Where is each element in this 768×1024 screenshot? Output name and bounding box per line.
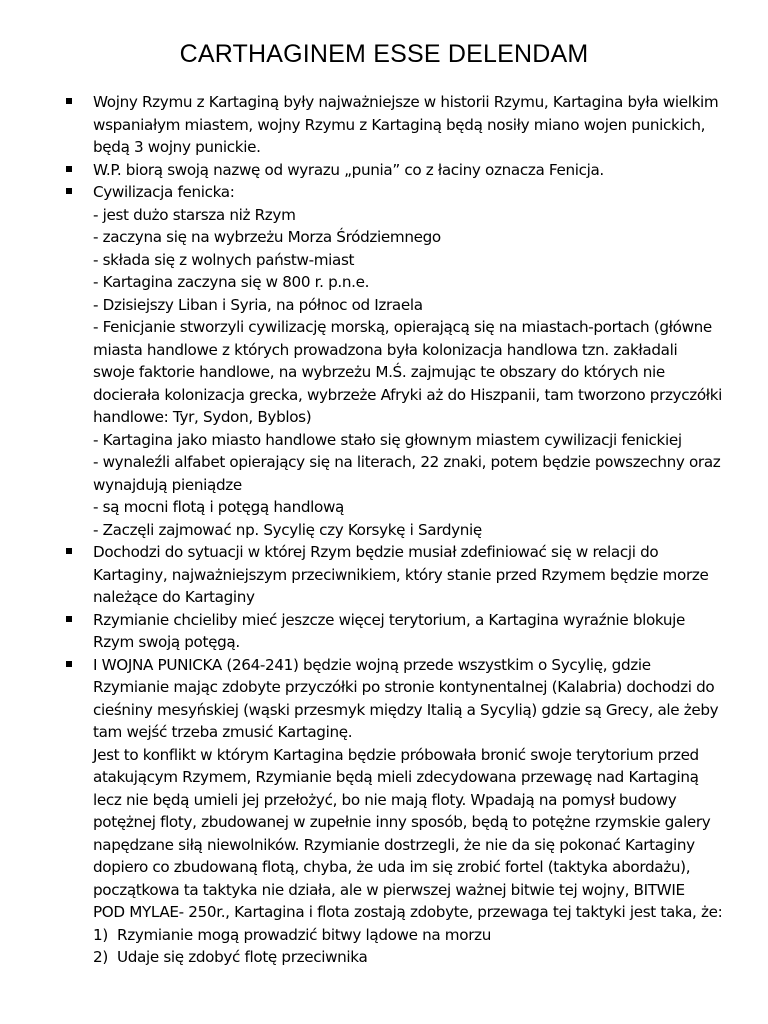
bullet-item [66,541,726,609]
text-line: cieśniny mesyńskiej (wąski przesmyk między Italią a Sycylią) gdzie są Grecy, ale żeby [93,700,719,719]
square-bullet-icon [66,616,72,622]
text-line: wspaniałym miastem, wojny Rzymu z Kartaginą będą nosiły miano wojen punickich, [93,115,706,134]
list-number: 2) [93,948,108,966]
text-line: - zaczyna się na wybrzeżu Morza Śródziemnego [93,228,441,246]
text-line: lecz nie będą umieli jej przełożyć, bo nie mają floty. Wpadają na pomysł budowy [93,790,677,809]
text-line: - jest dużo starsza niż Rzym [93,205,296,224]
text-line: Wojny Rzymu z Kartaginą były najważniejsze w historii Rzymu, Kartagina była wielkim [93,93,719,111]
list-number: 1) [93,925,108,944]
text-line: I WOJNA PUNICKA (264-241) będzie wojną przede wszystkim o Sycylię, gdzie [93,655,651,674]
text-line: wynajdują pieniądze [93,475,242,494]
text-line: handlowe: Tyr, Sydon, Byblos) [93,408,312,426]
text-line: - Zaczęli zajmować np. Sycylię czy Korsykę i Sardynię [93,520,482,539]
square-bullet-icon [66,98,72,104]
numbered-item-text: Udaje się zdobyć flotę przeciwnika [117,948,368,966]
text-line: miasta handlowe z których prowadzona była kolonizacja handlowa tzn. zakładali [93,340,678,359]
bullet-item [66,159,726,182]
text-line: Kartaginy, najważniejszym przeciwnikiem, który stanie przed Rzymem będzie morze [93,565,709,584]
text-line: Jest to konflikt w którym Kartagina będzie próbowała bronić swoje terytorium przed [93,745,699,764]
text-line: Rzymianie mając zdobyte przyczółki po stronie kontynentalnej (Kalabria) dochodzi do [93,678,715,696]
text-line: napędzane siłą niewolników. Rzymianie dostrzegli, że nie da się pokonać Kartaginy [93,835,695,854]
text-line: początkowa ta taktyka nie działa, ale w pierwszej ważnej bitwie tej wojny, BITWIE [93,880,685,899]
bullet-item [66,609,726,654]
text-line: Dochodzi do sytuacji w której Rzym będzie musiał zdefiniować się w relacji do [93,543,659,561]
text-line: tam wejść trzeba zmusić Kartaginę. [93,723,353,741]
text-line: - są mocni flotą i potęgą handlową [93,498,345,516]
square-bullet-icon [66,166,72,172]
text-line: - składa się z wolnych państw-miast [93,250,355,269]
text-line: - Kartagina zaczyna się w 800 r. p.n.e. [93,273,370,291]
bullet-item [66,181,726,541]
text-line: W.P. biorą swoją nazwę od wyrazu „punia” co z łaciny oznacza Fenicja. [93,160,604,179]
text-line: - wynaleźli alfabet opierający się na literach, 22 znaki, potem będzie powszechny oraz [93,453,721,471]
page-title: CARTHAGINEM ESSE DELENDAM [179,40,589,68]
numbered-item [93,946,726,969]
text-line: - Kartagina jako miasto handlowe stało się głownym miastem cywilizacji fenickiej [93,430,682,449]
text-line: POD MYLAE- 250r., Kartagina i flota zostają zdobyte, przewaga tej taktyki jest taka, że: [93,903,723,921]
text-line: docierała kolonizacja grecka, wybrzeże Afryki aż do Hiszpanii, tam tworzono przyczółki [93,385,723,404]
text-line: - Dzisiejszy Liban i Syria, na północ od Izraela [93,295,423,314]
text-line: potężnej floty, zbudowanej w zupełnie inny sposób, będą to potężne rzymskie galery [93,813,711,831]
square-bullet-icon [66,661,72,667]
square-bullet-icon [66,188,72,194]
numbered-item-text: Rzymianie mogą prowadzić bitwy lądowe na morzu [117,925,491,944]
text-line: Rzym swoją potęgą. [93,633,240,651]
text-line: Cywilizacja fenicka: [93,183,235,201]
bullet-item [66,91,726,159]
text-line: należące do Kartaginy [93,588,255,606]
text-line: Rzymianie chcieliby mieć jeszcze więcej terytorium, a Kartagina wyraźnie blokuje [93,610,686,629]
text-line: swoje faktorie handlowe, na wybrzeżu M.Ś. zajmując te obszary do których nie [93,363,665,381]
square-bullet-icon [66,548,72,554]
text-line: dopiero co zbudowaną flotą, chyba, że uda im się zrobić fortel (taktyka abordażu), [93,858,691,876]
document-body [66,91,726,969]
numbered-item [93,924,726,947]
text-line: - Fenicjanie stworzyli cywilizację morską, opierającą się na miastach-portach (główne [93,318,712,336]
bullet-item [66,654,726,969]
text-line: atakującym Rzymem, Rzymianie będą mieli zdecydowana przewagę nad Kartaginą [93,768,699,786]
text-line: będą 3 wojny punickie. [93,138,261,156]
